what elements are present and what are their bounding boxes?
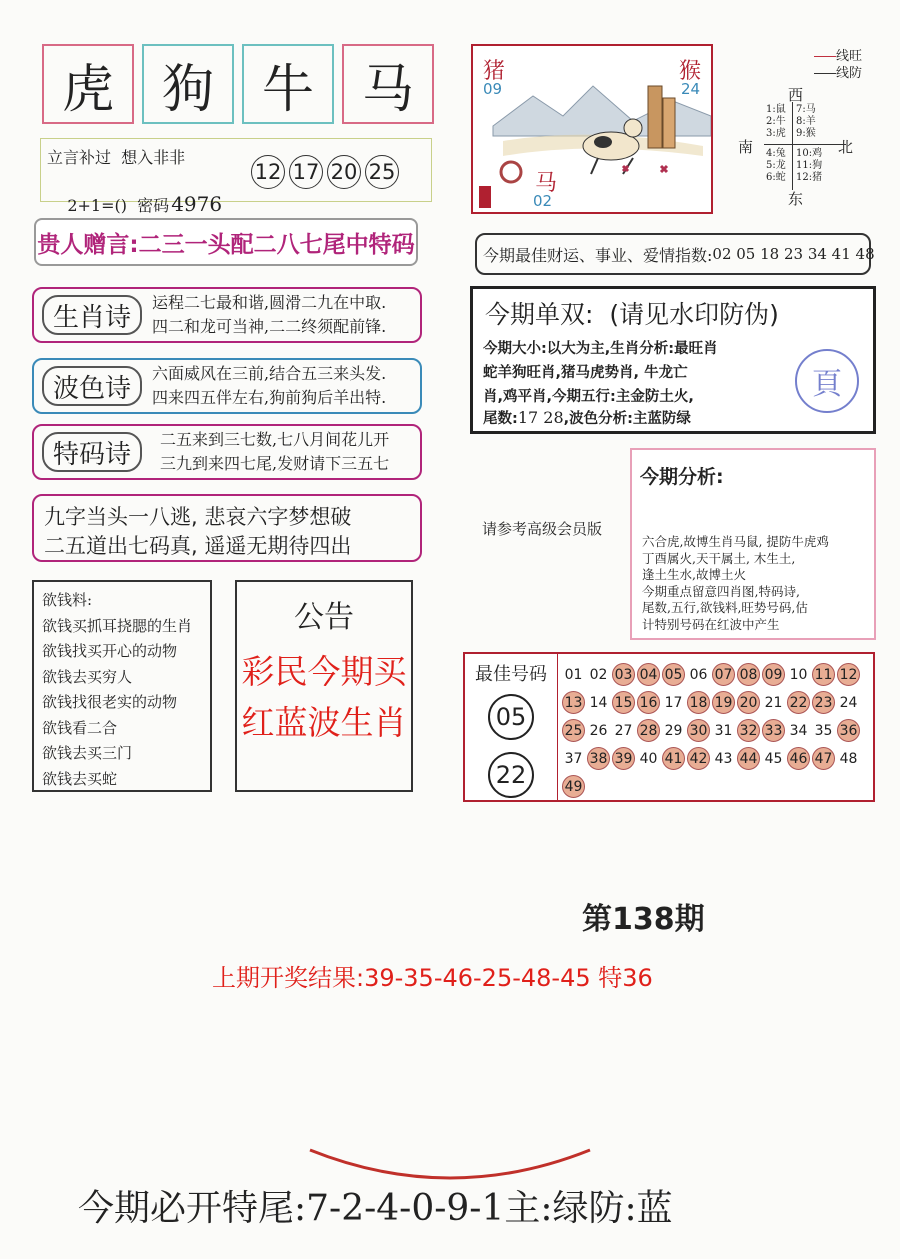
analysis-lines — [642, 534, 829, 633]
grid-number: 12 — [837, 663, 860, 686]
odd-even-line-4: 尾数:17 28,波色分析:主蓝防绿 — [483, 408, 691, 427]
compass-bottom-right: 10:鸡 11:狗 12:猪 — [796, 148, 823, 183]
poem-line-2: 四来四五伴左右,狗前狗后羊出特. — [152, 388, 387, 407]
poem-line-1: 运程二七最和谐,圆滑二九在中取. — [152, 293, 387, 312]
pig-number: 09 — [483, 80, 503, 98]
money-title: 欲钱料: — [42, 591, 93, 609]
grid-number: 26 — [589, 723, 608, 739]
grid-number: 15 — [612, 691, 635, 714]
poem-label: 波色诗 — [42, 366, 142, 406]
grid-number: 45 — [764, 751, 783, 767]
poem-label: 生肖诗 — [42, 295, 142, 335]
verse-line-2: 二五道出七码真, 遥遥无期待四出 — [44, 534, 352, 558]
grid-number: 09 — [762, 663, 785, 686]
zodiac-char: 牛 — [261, 59, 314, 120]
notice-line-1: 彩民今期买 — [241, 652, 407, 691]
poem-line-2: 三九到来四七尾,发财请下三五七 — [160, 454, 390, 473]
compass-top-left: 1:鼠 2:牛 3:虎 — [766, 104, 786, 139]
compass — [738, 84, 858, 210]
zodiac-picture — [471, 44, 713, 214]
compass-north: 北 — [838, 138, 854, 156]
grid-number: 11 — [812, 663, 835, 686]
number-ball: 20 — [327, 155, 361, 189]
odd-even-stamp: 頁 — [795, 349, 859, 413]
number-ball: 12 — [251, 155, 285, 189]
grid-number: 47 — [812, 747, 835, 770]
grid-number: 44 — [737, 747, 760, 770]
monkey-number: 24 — [681, 80, 701, 98]
member-note: 请参考高级会员版 — [482, 520, 603, 538]
poem-label: 特码诗 — [42, 432, 142, 472]
legend-guard: 线防 — [814, 65, 862, 82]
grid-number: 06 — [689, 667, 708, 683]
number-ball: 25 — [365, 155, 399, 189]
best-numbers-box — [463, 652, 559, 802]
grid-number: 02 — [589, 667, 608, 683]
grid-number: 40 — [639, 751, 658, 767]
verse-box — [32, 494, 422, 562]
grid-number: 38 — [587, 747, 610, 770]
grid-row-4 — [562, 747, 873, 775]
grid-number: 41 — [662, 747, 685, 770]
analysis-line: 计特别号码在红波中产生 — [642, 616, 780, 632]
grid-number: 22 — [787, 691, 810, 714]
odd-even-line-1: 今期大小:以大为主,生肖分析:最旺肖 — [483, 341, 718, 357]
grid-row-2 — [562, 691, 873, 719]
compass-east: 东 — [788, 190, 804, 208]
grid-number: 07 — [712, 663, 735, 686]
grid-number: 32 — [737, 719, 760, 742]
notice-title: 公告 — [294, 600, 354, 635]
last-result: 上期开奖结果:39-35-46-25-48-45 特36 — [212, 964, 653, 992]
money-box — [32, 580, 212, 792]
noble-banner-text: 贵人赠言:二三一头配二八七尾中特码 — [37, 231, 415, 258]
grid-number: 23 — [812, 691, 835, 714]
grid-number: 10 — [789, 667, 808, 683]
zodiac-char: 马 — [361, 59, 414, 120]
grid-number: 30 — [687, 719, 710, 742]
compass-vline — [792, 102, 793, 190]
compass-hline — [764, 144, 846, 145]
grid-row-1 — [562, 663, 873, 691]
grid-number: 42 — [687, 747, 710, 770]
best-number-1: 05 — [488, 694, 534, 740]
odd-even-line-3: 肖,鸡平肖,今期五行:主金防土火, — [483, 389, 694, 405]
notice-line-2: 红蓝波生肖 — [241, 703, 407, 742]
grid-number: 34 — [789, 723, 808, 739]
monkey-label: 猴 — [679, 59, 702, 84]
grid-number: 16 — [637, 691, 660, 714]
money-item: 欲钱去买蛇 — [42, 769, 118, 788]
analysis-title: 今期分析: — [640, 466, 724, 488]
fortune-box — [475, 233, 875, 275]
compass-south: 南 — [738, 138, 754, 156]
issue-number: 第138期 — [582, 902, 705, 937]
grid-number: 13 — [562, 691, 585, 714]
grid-number: 27 — [614, 723, 633, 739]
pig-label: 猪 — [483, 59, 506, 84]
zodiac-box-1 — [42, 44, 134, 124]
compass-top-right: 7:马 8:羊 9:猴 — [796, 104, 816, 139]
hint-code: 4976 — [171, 192, 223, 216]
grid-number: 05 — [662, 663, 685, 686]
grid-number: 01 — [564, 667, 583, 683]
analysis-box — [630, 448, 876, 640]
grid-number: 46 — [787, 747, 810, 770]
compass-legend — [814, 48, 862, 82]
money-item: 欲钱找很老实的动物 — [42, 693, 178, 711]
hint-equation: 2+1=() 密码 — [67, 196, 170, 215]
hint-box — [40, 138, 432, 216]
legend-prosper: 线旺 — [814, 48, 862, 65]
money-item: 欲钱去买穷人 — [42, 667, 133, 686]
horse-label: 马 — [535, 171, 558, 196]
poem-line-1: 二五来到三七数,七八月间花儿开 — [160, 430, 390, 449]
money-item: 欲钱买抓耳挠腮的生肖 — [42, 616, 193, 635]
analysis-line: 丁酉属火,天干属土, 木生土, — [642, 550, 796, 566]
grid-number: 17 — [664, 695, 683, 711]
best-number-2: 22 — [488, 752, 534, 798]
grid-number: 18 — [687, 691, 710, 714]
grid-number: 33 — [762, 719, 785, 742]
grid-number: 03 — [612, 663, 635, 686]
money-item: 欲钱去买三门 — [42, 744, 133, 762]
grid-row-3 — [562, 719, 873, 747]
grid-number: 35 — [814, 723, 833, 739]
grid-number: 08 — [737, 663, 760, 686]
grid-number: 28 — [637, 719, 660, 742]
grid-row-5 — [562, 775, 873, 803]
grid-number: 14 — [589, 695, 608, 711]
zodiac-box-3 — [242, 44, 334, 124]
notice-box — [235, 580, 413, 792]
grid-number: 39 — [612, 747, 635, 770]
grid-number: 25 — [562, 719, 585, 742]
verse-line-1: 九字当头一八逃, 悲哀六字梦想破 — [44, 505, 352, 529]
noble-banner — [34, 218, 418, 266]
analysis-line: 六合虎,故博生肖马鼠, 提防牛虎鸡 — [642, 534, 829, 549]
analysis-line: 尾数,五行,欲钱料,旺势号码,估 — [642, 600, 808, 615]
odd-even-box — [470, 286, 876, 434]
money-item: 欲钱找买开心的动物 — [42, 642, 178, 660]
grid-number: 36 — [837, 719, 860, 742]
analysis-line: 逢土生水,故博土火 — [642, 567, 746, 582]
number-ball: 17 — [289, 155, 323, 189]
zodiac-box-4 — [342, 44, 434, 124]
fortune-value: 02 05 18 23 34 41 48 — [712, 245, 875, 263]
grid-number: 31 — [714, 723, 733, 739]
poem-line-1: 六面威风在三前,结合五三来头发. — [152, 364, 387, 383]
zodiac-char: 虎 — [61, 59, 114, 120]
zodiac-box-2 — [142, 44, 234, 124]
odd-even-line-2: 蛇羊狗旺肖,猪马虎势肖, 牛龙亡 — [483, 365, 688, 381]
hint-number-balls — [247, 155, 399, 189]
poem-box-wave — [32, 358, 422, 414]
best-numbers-label: 最佳号码 — [475, 664, 547, 685]
zodiac-char: 狗 — [161, 59, 214, 120]
grid-number: 24 — [839, 695, 858, 711]
number-grid — [557, 652, 875, 802]
grid-number: 48 — [839, 751, 858, 767]
grid-number: 04 — [637, 663, 660, 686]
compass-west: 西 — [788, 86, 804, 104]
poem-box-special — [32, 424, 422, 480]
grid-number: 49 — [562, 775, 585, 798]
horse-number: 02 — [533, 192, 553, 210]
grid-number: 21 — [764, 695, 783, 711]
hint-line-1: 立言补过 想入非非 — [47, 148, 186, 167]
grid-number: 37 — [564, 751, 583, 767]
money-item: 欲钱看二合 — [42, 718, 118, 737]
grid-number: 43 — [714, 751, 733, 767]
grid-number: 20 — [737, 691, 760, 714]
fortune-label: 今期最佳财运、事业、爱情指数: — [483, 245, 713, 265]
analysis-line: 今期重点留意四肖图,特码诗, — [642, 583, 800, 599]
odd-even-title: 今期单双: (请见水印防伪) — [485, 300, 779, 329]
poem-line-2: 四二和龙可当神,二二终须配前锋. — [152, 317, 387, 336]
grid-number: 19 — [712, 691, 735, 714]
landscape-illustration — [473, 46, 711, 212]
poem-box-zodiac — [32, 287, 422, 343]
compass-bottom-left: 4:兔 5:龙 6:蛇 — [766, 148, 786, 183]
bottom-special-tail: 今期必开特尾:7-2-4-0-9-1主:绿防:蓝 — [78, 1188, 673, 1229]
grid-number: 29 — [664, 723, 683, 739]
